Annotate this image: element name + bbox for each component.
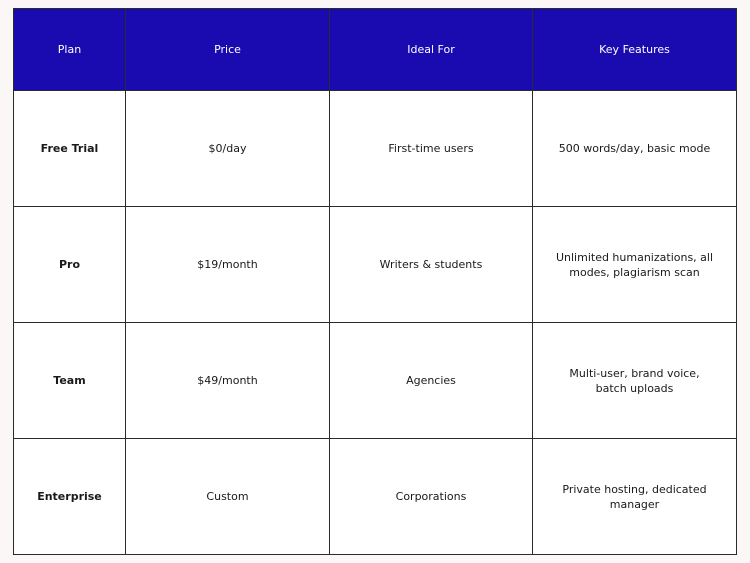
header-price: Price (126, 9, 330, 91)
header-key-features: Key Features (533, 9, 737, 91)
table-header (14, 9, 737, 91)
features-cell: Multi-user, brand voice, batch uploads (533, 323, 737, 439)
plan-name-cell: Enterprise (14, 439, 126, 555)
table-row (14, 323, 737, 439)
table-body (14, 91, 737, 555)
price-cell: $49/month (126, 323, 330, 439)
pricing-table (13, 8, 737, 555)
header-row (14, 9, 737, 91)
ideal-for-cell: First-time users (330, 91, 533, 207)
header-plan: Plan (14, 9, 126, 91)
price-cell: $19/month (126, 207, 330, 323)
ideal-for-cell: Writers & students (330, 207, 533, 323)
plan-name-cell: Free Trial (14, 91, 126, 207)
table-row (14, 439, 737, 555)
plan-name-cell: Pro (14, 207, 126, 323)
price-cell: Custom (126, 439, 330, 555)
table-row (14, 91, 737, 207)
header-ideal-for: Ideal For (330, 9, 533, 91)
price-cell: $0/day (126, 91, 330, 207)
table-row (14, 207, 737, 323)
features-cell: Private hosting, dedicated manager (533, 439, 737, 555)
ideal-for-cell: Agencies (330, 323, 533, 439)
features-cell: Unlimited humanizations, all modes, plagiarism scan (533, 207, 737, 323)
features-cell: 500 words/day, basic mode (533, 91, 737, 207)
ideal-for-cell: Corporations (330, 439, 533, 555)
plan-name-cell: Team (14, 323, 126, 439)
